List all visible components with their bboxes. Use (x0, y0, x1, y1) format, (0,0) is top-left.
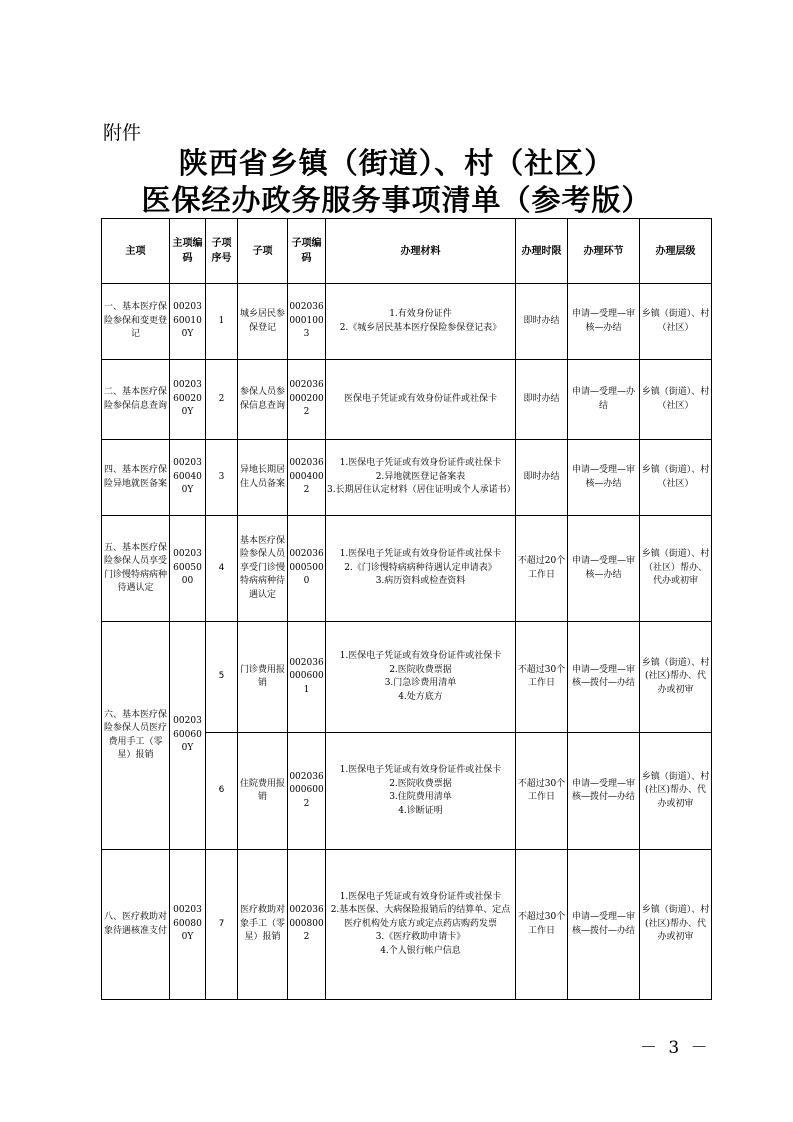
attachment-label: 附件 (103, 122, 142, 144)
time-limit-cell: 不超过30个工作日 (516, 850, 568, 1000)
table-row (102, 284, 712, 360)
sub-item-cell: 城乡居民参保登记 (238, 284, 288, 360)
sub-item-cell: 医疗救助对象手工（零星）报销 (238, 850, 288, 1000)
sub-code-cell: 0020360006001 (288, 622, 326, 733)
material-line: 1.医保电子凭证或有效身份证件或社保卡 (339, 458, 502, 469)
material-line: 2.《城乡居民基本医疗保险参保登记表》 (339, 322, 502, 333)
main-item-cell: 四、基本医疗保险异地就医备案 (102, 440, 170, 516)
main-code-cell: 00203600100Y (170, 284, 206, 360)
material-line: 3.《医疗救助申请卡》 (375, 932, 466, 943)
time-limit-cell: 即时办结 (516, 284, 568, 360)
main-code-cell: 00203600200Y (170, 360, 206, 440)
material-line: 2.异地就医登记备案表 (375, 471, 466, 482)
main-item-cell: 八、医疗救助对象待遇核准支付 (102, 850, 170, 1000)
level-cell: 乡镇（街道）、村（社区） (640, 360, 712, 440)
process-cell: 申请—受理—审核—拨付—办结 (568, 733, 640, 850)
material-line: 3.住院费用清单 (389, 792, 452, 802)
time-limit-cell: 不超过30个工作日 (516, 622, 568, 733)
main-item-cell: 一、基本医疗保险参保和变更登记 (102, 284, 170, 360)
time-limit-cell: 不超过20个工作日 (516, 516, 568, 622)
main-code-cell: 00203600400Y (170, 440, 206, 516)
sub-code-cell: 0020360006002 (288, 733, 326, 850)
header-process: 办理环节 (568, 219, 640, 284)
time-limit-cell: 不超过30个工作日 (516, 733, 568, 850)
material-line: 1.医保电子凭证或有效身份证件或社保卡 (339, 651, 502, 661)
sub-item-cell: 基本医疗保险参保人员享受门诊慢特病病种待遇认定 (238, 516, 288, 622)
header-time-limit: 办理时限 (516, 219, 568, 284)
table-row (102, 516, 712, 622)
materials-cell (326, 733, 516, 850)
header-row (102, 219, 712, 284)
sub-code-cell: 0020360004002 (288, 440, 326, 516)
header-sub-code: 子项编码 (288, 219, 326, 284)
material-line: 2.《门诊慢特病病种待遇认定申请表》 (344, 562, 497, 573)
page-number: － 3 － (640, 1038, 711, 1058)
sub-item-cell: 门诊费用报销 (238, 622, 288, 733)
material-line: 2.医院收费票据 (389, 664, 452, 675)
sub-seq-cell: 1 (206, 284, 238, 360)
material-line: 3.门急诊费用清单 (384, 678, 457, 688)
material-line: 1.医保电子凭证或有效身份证件或社保卡 (339, 765, 502, 775)
process-cell: 申请—受理—审核—办结 (568, 516, 640, 622)
material-line: 医保电子凭证或有效身份证件或社保卡 (343, 393, 497, 404)
table-row (102, 440, 712, 516)
process-cell: 申请—受理—审核—拨付—办结 (568, 622, 640, 733)
material-line: 4.个人银行帐户信息 (380, 945, 461, 956)
level-cell: 乡镇（街道）、村（社区）帮办、代办或初审 (640, 516, 712, 622)
sub-code-cell: 0020360001003 (288, 284, 326, 360)
level-cell: 乡镇（街道）、村(社区)帮办、代办或初审 (640, 850, 712, 1000)
material-line: 3.长期居住认定材料（居住证明或个人承诺书） (327, 485, 516, 496)
sub-seq-cell: 6 (206, 733, 238, 850)
header-materials: 办理材料 (326, 219, 516, 284)
sub-seq-cell: 7 (206, 850, 238, 1000)
header-sub-seq: 子项序号 (206, 219, 238, 284)
sub-seq-cell: 3 (206, 440, 238, 516)
sub-seq-cell: 2 (206, 360, 238, 440)
main-item-cell: 五、基本医疗保险参保人员享受门诊慢特病病种待遇认定 (102, 516, 170, 622)
process-cell: 申请—受理—审核—拨付—办结 (568, 850, 640, 1000)
header-sub-item: 子项 (238, 219, 288, 284)
material-line: 1.医保电子凭证或有效身份证件或社保卡 (339, 549, 502, 560)
materials-cell (326, 850, 516, 1000)
materials-cell (326, 360, 516, 440)
main-code-cell: 002036005000 (170, 516, 206, 622)
material-line: 3.病历资料或检查资料 (375, 576, 466, 587)
sub-code-cell: 0020360002002 (288, 360, 326, 440)
table-row (102, 622, 712, 733)
material-line: 4.诊断证明 (398, 805, 443, 816)
header-main-item: 主项 (102, 219, 170, 284)
document-title-line1: 陕西省乡镇（街道）、村（社区） (178, 146, 615, 180)
sub-seq-cell: 4 (206, 516, 238, 622)
time-limit-cell: 即时办结 (516, 440, 568, 516)
main-code-cell: 00203600600Y (170, 622, 206, 850)
header-level: 办理层级 (640, 219, 712, 284)
main-code-cell: 00203600800Y (170, 850, 206, 1000)
time-limit-cell: 即时办结 (516, 360, 568, 440)
materials-cell (326, 440, 516, 516)
materials-cell (326, 622, 516, 733)
main-item-cell: 二、基本医疗保险参保信息查询 (102, 360, 170, 440)
sub-seq-cell: 5 (206, 622, 238, 733)
table-row (102, 360, 712, 440)
process-cell: 申请—受理—审核—办结 (568, 284, 640, 360)
material-line: 2.基本医保、大病保险报销后的结算单、定点医疗机构处方底方或定点药店购药发票 (330, 905, 511, 929)
table-row (102, 850, 712, 1000)
main-item-cell: 六、基本医疗保险参保人员医疗费用手工（零星）报销 (102, 622, 170, 850)
sub-item-cell: 住院费用报销 (238, 733, 288, 850)
material-line: 1.有效身份证件 (389, 309, 452, 319)
level-cell: 乡镇（街道）、村（社区） (640, 284, 712, 360)
header-main-code: 主项编码 (170, 219, 206, 284)
sub-code-cell: 0020360008002 (288, 850, 326, 1000)
service-items-table (101, 218, 712, 1000)
document-title-line2: 医保经办政务服务事项清单（参考版） (141, 183, 652, 217)
level-cell: 乡镇（街道）、村（社区） (640, 440, 712, 516)
material-line: 4.处方底方 (398, 691, 443, 702)
process-cell: 申请—受理—审核—办结 (568, 440, 640, 516)
sub-item-cell: 异地长期居住人员备案 (238, 440, 288, 516)
level-cell: 乡镇（街道）、村(社区)帮办、代办或初审 (640, 733, 712, 850)
materials-cell (326, 516, 516, 622)
materials-cell (326, 284, 516, 360)
material-line: 1.医保电子凭证或有效身份证件或社保卡 (339, 891, 502, 902)
material-line: 2.医院收费票据 (389, 778, 452, 789)
sub-item-cell: 参保人员参保信息查询 (238, 360, 288, 440)
sub-code-cell: 0020360005000 (288, 516, 326, 622)
process-cell: 申请—受理—办结 (568, 360, 640, 440)
level-cell: 乡镇（街道）、村(社区)帮办、代办或初审 (640, 622, 712, 733)
